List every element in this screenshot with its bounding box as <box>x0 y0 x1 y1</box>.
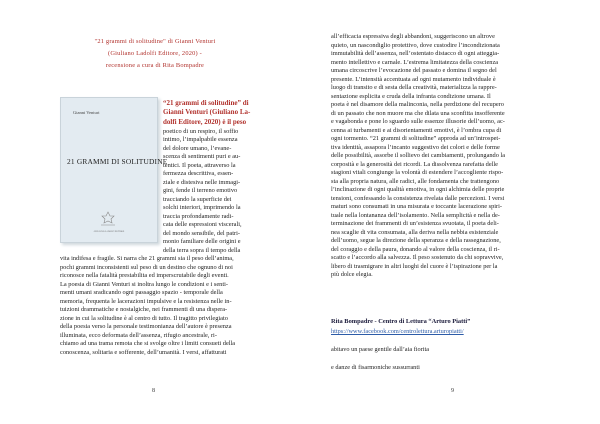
review-text-line: luogo di transito e di sesta della creatività, materializza la rappre- <box>331 84 497 91</box>
poem-line: e danze di fisarmoniche sussurranti <box>331 364 420 371</box>
review-text-line: libero di trasmigrare in altri luoghi del cuore è l’ispirazione per la <box>331 262 498 270</box>
review-text-line: conoscenza, solitaria e sofferente, dell’umanità. I versi, affatturati <box>60 349 227 356</box>
book-cover <box>60 97 168 243</box>
review-text-line: quieto, un nascondiglio protettivo, dove custodire l’incondizionata <box>331 41 500 49</box>
review-text-line: più dolce elegia. <box>331 271 373 278</box>
review-text-line: tiva identità, assapora l’incanto suggestivo dei colori e delle forme <box>331 143 500 151</box>
review-text-line: nea scaglie di vita consumata, alla deriva nella nebbia esistenziale <box>331 228 499 236</box>
review-text-line: del dolore umano, l’evane- <box>163 145 232 152</box>
header-publisher-line: (Giuliano Ladolfi Editore, 2020) - <box>108 50 202 57</box>
review-signature: Rita Bompadre - Centro di Lettura “Arturo Piatti” <box>331 318 471 325</box>
review-lead-bold: dolfi Editore, 2020) è il peso <box>163 118 247 126</box>
review-text-line: menti umani sradicando ogni passaggio spazio - temporale della <box>60 289 223 296</box>
review-text-line: chiamo ad una trama remota che si svolge oltre i limiti consueti della <box>60 340 236 347</box>
review-text-line: cata delle espressioni viscerali, <box>163 221 242 228</box>
review-text-line: illuminata, ecco deformata dell’assenza, rifugio ancestrale, ri- <box>60 332 217 339</box>
review-text-line: corposità e la generosità dei ricordi. La dissolvenza rarefatta delle <box>331 160 498 168</box>
publisher-logo-icon <box>97 210 119 228</box>
review-text-line: umana circoscrive l’evocazione del passato e domina il segno del <box>331 67 497 74</box>
review-text-line: gini, fende il terreno emotivo <box>163 187 238 194</box>
review-text-line: della terra sopra il tempo della <box>163 247 241 254</box>
review-text-line: poetico di un respiro, il soffio <box>163 128 239 135</box>
review-text-line: cenna ai turbamenti e ai disorientamenti emotivi, è l’ombra cupa di <box>331 126 502 134</box>
review-text-line: maturi sono consumati in una misurata e toccante lacerazione spiri- <box>331 203 503 210</box>
review-text-line: pochi grammi inconsistenti sul peso di un destino che ognuno di noi <box>60 264 233 271</box>
review-text-line: immutabilità dell’assenza, nell’ostentato distacco di ogni atteggia- <box>331 50 500 57</box>
review-text-line: La poesia di Gianni Venturi si inoltra lungo le condizioni e i senti- <box>60 281 228 288</box>
review-lead-line: Gianni Venturi (Giuliano La- <box>163 108 251 116</box>
facebook-link[interactable]: https://www.facebook.com/centrolettura.arturopiatti/ <box>331 328 464 335</box>
review-text-line: di un passato che non muore ma che dilata una sconfitta insofferente <box>331 109 505 117</box>
review-text-line: tensioni, confessando la consistenza rivelata dalle percezioni. I versi <box>331 194 505 202</box>
review-text-line: delle possibilità, assorbe il sollievo dei cambiamenti, prolungando la <box>331 152 506 159</box>
book-cover-publisher: GIULIANO LADOLFI EDITORE <box>93 231 125 233</box>
review-text-line: tuale nella lontananza dell’isolamento. Nella semplicità e nella de- <box>331 211 500 219</box>
review-text-line: mento intellettivo e carnale. L’estrema limitatezza della coscienza <box>331 58 499 66</box>
review-text-line: tentici. Il poeta, attraverso la <box>163 162 236 169</box>
review-text-line: intimo, l’impalpabile essenza <box>163 136 238 143</box>
review-text-line: poeta è nel disamore della malinconia, nella perdizione del recupero <box>331 101 504 108</box>
review-text-line: sentazione esplicita e cruda della infranta condizione umana. Il <box>331 92 491 100</box>
review-text-line: del coraggio e della paura, donando al valore della coscienza, il ri- <box>331 245 500 253</box>
review-text-line: ogni tormento. “21 grammi di solitudine” approda ad un’introspet- <box>331 135 501 142</box>
review-text-line: ziale e distesiva nelle immagi- <box>163 179 241 186</box>
review-lead-line: “21 grammi di solitudine” di <box>163 99 249 107</box>
header-title-line: "21 grammi di solitudine" di Gianni Venturi <box>94 38 216 45</box>
poem-line: abitavo un paese gentile dall’aia fiorita <box>331 346 430 353</box>
review-text-line: tracciando la superficie dei <box>163 196 232 203</box>
review-text-line: zione in cui la solitudine è al centro di tutto. Il tragitto privilegiato <box>60 315 228 322</box>
review-text-line: all’efficacia espressiva degli abbandoni, suggeriscono un altrove <box>331 33 495 40</box>
review-text-line <box>163 118 246 127</box>
review-text-line: riconosce nella fatalità prestabilita ed imperscrutabile degli eventi. <box>60 272 229 279</box>
review-text-line: presente. L’intensità accentuata ad ogni mutamento individuale è <box>331 75 496 83</box>
review-text-line: della poesia verso la personale testimonianza dell’autore è presenza <box>60 323 232 330</box>
review-text-line: tuizioni drammatiche e nostalgiche, nei frammenti di una dispera- <box>60 306 228 313</box>
review-text-line: stagioni vitali congiunge la volontà di estendere l’accogliente rispo- <box>331 169 504 176</box>
review-text-line: e vagabonda e pone lo sguardo sulle essenze illusorie dell’uomo, ac- <box>331 118 505 125</box>
review-text-line: dell’uomo, segue la direzione della speranza e della rassegnazione, <box>331 237 501 244</box>
review-text-line: scenza di sentimenti puri e au- <box>163 153 241 160</box>
header-review-line: recensione a cura di Rita Bompadre <box>105 62 205 69</box>
review-text-line: solchi interiori, imprimendo la <box>163 204 241 211</box>
book-cover-title: 21 GRAMMI DI SOLITUDINE <box>67 157 168 166</box>
review-text-line: vita indifesa e fragile. Si narra che 21 grammi sia il peso dell’anima, <box>60 255 234 262</box>
review-text-line: del mondo sensibile, del patri- <box>163 230 240 237</box>
review-text-line: terminazione dei frammenti di un’esistenza svuotata, il poeta deli- <box>331 220 499 227</box>
review-text-line: traccia profondamente radi- <box>163 213 234 220</box>
review-text-line: l’inclinazione di ogni qualità emotiva, in ogni alchimia delle proprie <box>331 186 505 193</box>
review-text-line: sta alla propria natura, alle radici, alle fondamenta che trattengono <box>331 177 500 185</box>
review-text-line: memoria, frequenta le lacerazioni impulsive e la resistenza nelle in- <box>60 298 232 305</box>
review-text-line: scatto e l’accordo alla salvezza. Il peso sostenuto da chi sopravvive, <box>331 254 504 261</box>
page-number-right: 9 <box>451 388 454 394</box>
book-cover-author: Gianni Venturi <box>73 110 100 115</box>
review-text-line: monio familiare delle origini e <box>163 238 241 245</box>
page-number-left: 8 <box>152 388 155 394</box>
review-text-line: fermezza descrittiva, essen- <box>163 170 234 177</box>
